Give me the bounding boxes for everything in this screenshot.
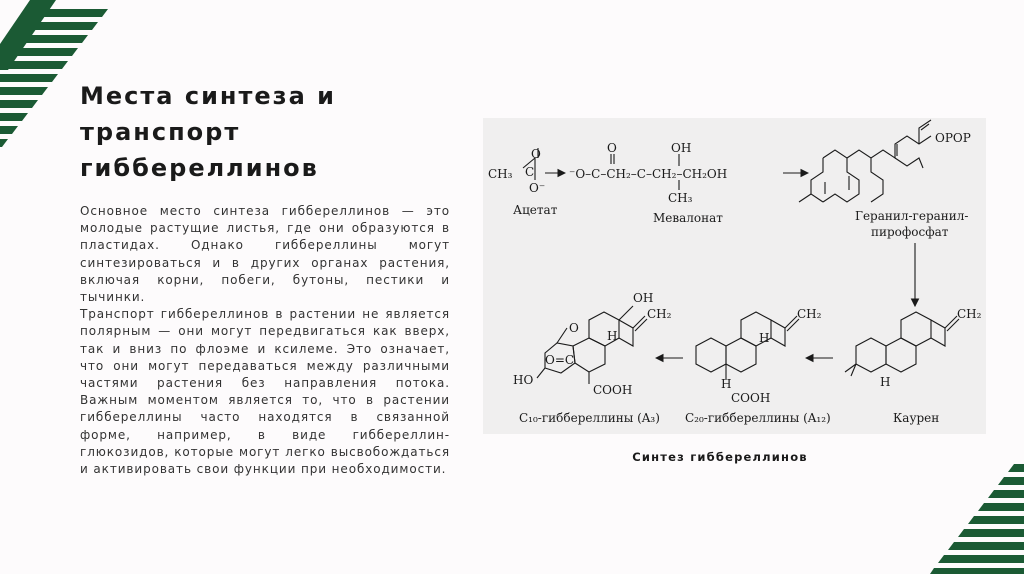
- acetate-ch3: CH₃: [488, 167, 513, 181]
- c10-h: H: [607, 329, 618, 343]
- c20-h-lower: H: [721, 377, 732, 391]
- c10-cooh: COOH: [593, 383, 633, 397]
- acetate-label: Ацетат: [513, 203, 558, 217]
- c10-label: C₁₀-гиббереллины (A₃): [519, 411, 660, 425]
- acetate-o-minus: O⁻: [529, 181, 546, 195]
- paragraph-transport: Транспорт гиббереллинов в растении не является полярным — они могут передвигаться как вверх, так и вниз по флоэме и ксилеме. Это означает, что они могут передаваться между различными частями растения без направления потока. Важным моментом является то, что в растении гиббереллины часто находятся в связанной форме, например, в виде гиббереллин-глюкозидов, которые могут легко высвобождаться и активировать свои функции при необходимости.: [80, 307, 450, 477]
- slide-title: Места синтеза и транспорт гиббереллинов: [80, 82, 336, 182]
- synthesis-scheme-svg: [483, 118, 986, 434]
- ggpp-label-line1: Геранил-геранил-: [855, 209, 969, 223]
- kaurene-ch2: CH₂: [957, 307, 982, 321]
- mevalonate-formula: ⁻O–C–CH₂–C–CH₂–CH₂OH: [569, 167, 728, 181]
- kaurene-label: Каурен: [893, 411, 940, 425]
- c20-cooh: COOH: [731, 391, 771, 405]
- paragraph-synthesis: Основное место синтеза гиббереллинов — это молодые растущие листья, где они образуются в пластидах. Однако гиббереллины могут синтезироваться и в других органах растения, включая корни, побеги, бутоны, пестики и тычинки.: [80, 204, 450, 305]
- acetate-o: O: [531, 147, 541, 161]
- mevalonate-oh: OH: [671, 141, 692, 155]
- mevalonate-ch3: CH₃: [668, 191, 693, 205]
- c20-ch2: CH₂: [797, 307, 822, 321]
- c10-o: O: [569, 321, 579, 335]
- c20-h-upper: H: [759, 331, 770, 345]
- slide-body: [80, 203, 450, 478]
- ggpp-oror: OPOP: [935, 131, 971, 145]
- figure-caption: Синтез гиббереллинов: [632, 450, 808, 464]
- corner-stripes-bottom-right: [914, 444, 1024, 574]
- mevalonate-o: O: [607, 141, 617, 155]
- c10-oc: O=C: [545, 353, 575, 367]
- kaurene-h: H: [880, 375, 891, 389]
- c10-ho: HO: [513, 373, 534, 387]
- acetate-c: C: [525, 165, 535, 179]
- ggpp-label-line2: пирофосфат: [871, 225, 949, 239]
- c10-oh: OH: [633, 291, 654, 305]
- c20-label: C₂₀-гиббереллины (A₁₂): [685, 411, 831, 425]
- mevalonate-label: Мевалонат: [653, 211, 723, 225]
- c10-ch2: CH₂: [647, 307, 672, 321]
- synthesis-scheme-figure: [483, 118, 986, 434]
